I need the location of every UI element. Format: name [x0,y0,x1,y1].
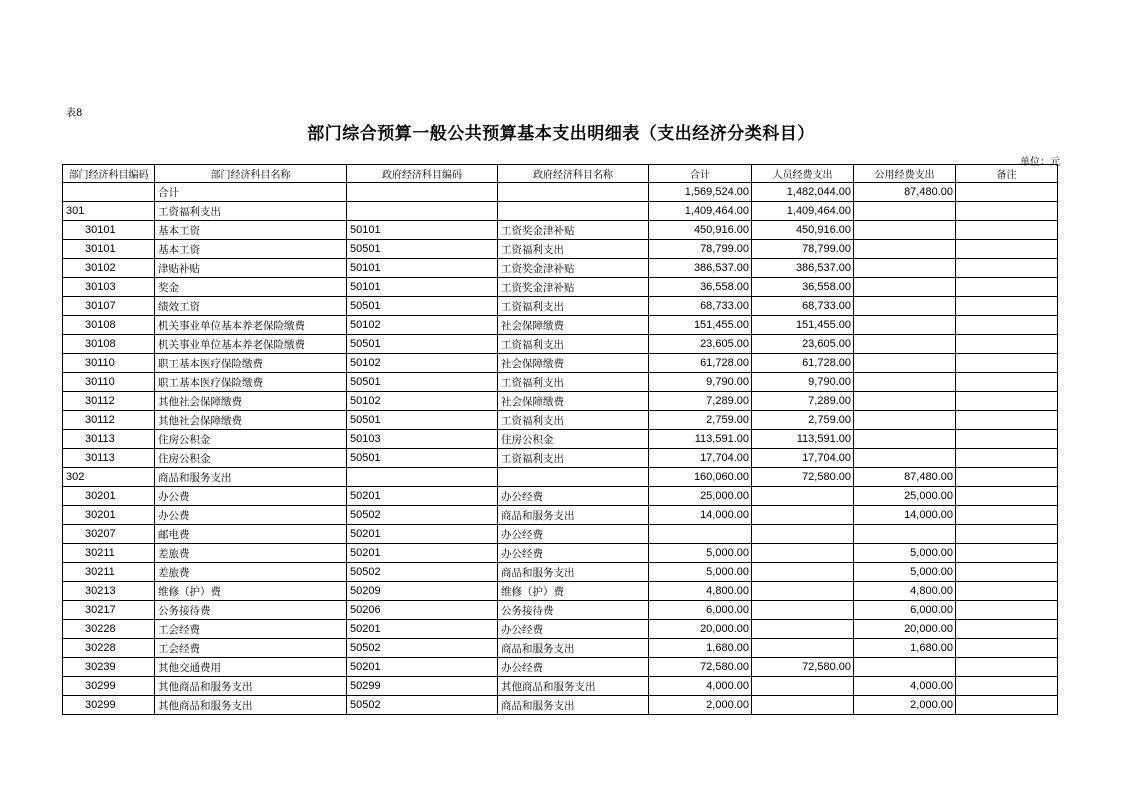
cell-public: 14,000.00 [854,506,956,525]
cell-dept-name: 津贴补贴 [155,259,347,278]
cell-dept-name: 基本工资 [155,221,347,240]
cell-public [854,658,956,677]
cell-gov-code [347,202,498,221]
cell-gov-code: 50201 [347,525,498,544]
cell-note [956,335,1058,354]
cell-gov-name: 工资福利支出 [498,411,649,430]
cell-gov-name: 工资奖金津补贴 [498,221,649,240]
header-public: 公用经费支出 [854,165,956,183]
cell-total: 450,916.00 [649,221,752,240]
table-row [63,335,1058,354]
table-row [63,563,1058,582]
cell-total: 25,000.00 [649,487,752,506]
table-row [63,183,1058,202]
cell-gov-code: 50501 [347,297,498,316]
cell-note [956,658,1058,677]
cell-gov-code: 50101 [347,278,498,297]
cell-public [854,202,956,221]
cell-total: 160,060.00 [649,468,752,487]
cell-gov-code: 50501 [347,240,498,259]
cell-note [956,506,1058,525]
table-body [63,183,1058,715]
cell-dept-name: 邮电费 [155,525,347,544]
cell-dept-name: 机关事业单位基本养老保险缴费 [155,335,347,354]
cell-gov-name: 商品和服务支出 [498,563,649,582]
cell-personnel: 78,799.00 [752,240,854,259]
header-total: 合计 [649,165,752,183]
cell-total: 2,759.00 [649,411,752,430]
cell-dept-code: 30228 [63,639,155,658]
cell-public: 1,680.00 [854,639,956,658]
cell-gov-name: 工资福利支出 [498,297,649,316]
table-row [63,221,1058,240]
cell-public [854,297,956,316]
cell-total [649,525,752,544]
table-row [63,278,1058,297]
cell-public: 25,000.00 [854,487,956,506]
cell-dept-code: 301 [63,202,155,221]
cell-note [956,430,1058,449]
cell-personnel [752,582,854,601]
cell-personnel [752,563,854,582]
cell-dept-code: 30101 [63,221,155,240]
cell-personnel [752,506,854,525]
table-row [63,202,1058,221]
cell-personnel: 2,759.00 [752,411,854,430]
cell-gov-name: 社会保障缴费 [498,354,649,373]
cell-gov-name: 办公经费 [498,658,649,677]
cell-gov-code: 50102 [347,316,498,335]
cell-total: 4,000.00 [649,677,752,696]
header-row [63,165,1058,183]
page-title: 部门综合预算一般公共预算基本支出明细表（支出经济分类科目） [307,124,815,144]
cell-personnel: 23,605.00 [752,335,854,354]
cell-note [956,487,1058,506]
cell-dept-code: 30112 [63,411,155,430]
cell-note [956,582,1058,601]
table-row [63,468,1058,487]
cell-dept-name: 住房公积金 [155,430,347,449]
cell-personnel: 68,733.00 [752,297,854,316]
cell-gov-code [347,468,498,487]
cell-public [854,411,956,430]
cell-dept-name: 合计 [155,183,347,202]
cell-note [956,696,1058,715]
cell-gov-name: 公务接待费 [498,601,649,620]
cell-gov-name: 工资福利支出 [498,449,649,468]
cell-total: 5,000.00 [649,544,752,563]
cell-dept-code: 30108 [63,316,155,335]
header-dept-code: 部门经济科目编码 [63,165,155,183]
cell-dept-name: 其他商品和服务支出 [155,696,347,715]
cell-public: 5,000.00 [854,563,956,582]
cell-note [956,525,1058,544]
cell-total: 17,704.00 [649,449,752,468]
cell-total: 72,580.00 [649,658,752,677]
cell-note [956,563,1058,582]
cell-dept-name: 办公费 [155,506,347,525]
cell-personnel: 1,409,464.00 [752,202,854,221]
cell-personnel [752,544,854,563]
cell-gov-code: 50501 [347,449,498,468]
cell-gov-name: 工资奖金津补贴 [498,259,649,278]
cell-dept-code: 30211 [63,544,155,563]
cell-dept-code: 30201 [63,487,155,506]
table-row [63,658,1058,677]
cell-total: 4,800.00 [649,582,752,601]
cell-public: 5,000.00 [854,544,956,563]
cell-public [854,525,956,544]
table-row [63,506,1058,525]
cell-public [854,221,956,240]
table-row [63,449,1058,468]
cell-gov-name: 住房公积金 [498,430,649,449]
cell-dept-name: 办公费 [155,487,347,506]
table-row [63,373,1058,392]
table-row [63,354,1058,373]
cell-total: 113,591.00 [649,430,752,449]
cell-dept-code: 30239 [63,658,155,677]
unit-label: 单位：元 [1020,157,1060,168]
cell-gov-name: 商品和服务支出 [498,696,649,715]
cell-dept-code: 30101 [63,240,155,259]
cell-note [956,601,1058,620]
budget-table [62,164,1058,715]
cell-note [956,183,1058,202]
cell-personnel [752,677,854,696]
cell-public [854,430,956,449]
table-row [63,696,1058,715]
table-row [63,259,1058,278]
cell-note [956,677,1058,696]
cell-public [854,278,956,297]
cell-total: 2,000.00 [649,696,752,715]
cell-total: 9,790.00 [649,373,752,392]
header-gov-code: 政府经济科目编码 [347,165,498,183]
cell-personnel: 36,558.00 [752,278,854,297]
cell-public: 2,000.00 [854,696,956,715]
cell-personnel: 7,289.00 [752,392,854,411]
cell-public [854,240,956,259]
cell-gov-name: 工资福利支出 [498,335,649,354]
cell-dept-code: 30112 [63,392,155,411]
cell-gov-code: 50101 [347,259,498,278]
cell-gov-name: 工资福利支出 [498,240,649,259]
cell-public [854,316,956,335]
cell-dept-code: 30110 [63,354,155,373]
cell-total: 1,680.00 [649,639,752,658]
cell-dept-name: 职工基本医疗保险缴费 [155,354,347,373]
cell-total: 68,733.00 [649,297,752,316]
cell-note [956,240,1058,259]
cell-public: 87,480.00 [854,468,956,487]
cell-dept-name: 工会经费 [155,620,347,639]
cell-personnel: 61,728.00 [752,354,854,373]
cell-total: 14,000.00 [649,506,752,525]
cell-gov-name: 商品和服务支出 [498,506,649,525]
cell-gov-name: 其他商品和服务支出 [498,677,649,696]
cell-note [956,373,1058,392]
cell-dept-name: 工资福利支出 [155,202,347,221]
cell-gov-name: 办公经费 [498,544,649,563]
cell-dept-code [63,183,155,202]
cell-gov-code: 50502 [347,563,498,582]
table-row [63,525,1058,544]
cell-total: 78,799.00 [649,240,752,259]
cell-dept-code: 30207 [63,525,155,544]
cell-public: 4,800.00 [854,582,956,601]
cell-gov-code: 50102 [347,392,498,411]
header-personnel: 人员经费支出 [752,165,854,183]
table-row [63,316,1058,335]
cell-gov-code: 50299 [347,677,498,696]
cell-personnel: 1,482,044.00 [752,183,854,202]
cell-gov-name: 办公经费 [498,487,649,506]
cell-gov-name: 办公经费 [498,525,649,544]
cell-gov-name: 商品和服务支出 [498,639,649,658]
cell-dept-code: 30102 [63,259,155,278]
cell-dept-name: 其他交通费用 [155,658,347,677]
cell-personnel: 9,790.00 [752,373,854,392]
cell-total: 1,569,524.00 [649,183,752,202]
table-row [63,677,1058,696]
cell-dept-code: 30110 [63,373,155,392]
cell-public [854,449,956,468]
cell-personnel: 72,580.00 [752,658,854,677]
cell-dept-code: 30113 [63,449,155,468]
cell-dept-name: 差旅费 [155,544,347,563]
cell-note [956,544,1058,563]
cell-personnel [752,601,854,620]
cell-public [854,392,956,411]
table-row [63,487,1058,506]
cell-gov-code: 50201 [347,658,498,677]
cell-total: 6,000.00 [649,601,752,620]
cell-total: 5,000.00 [649,563,752,582]
cell-dept-code: 30107 [63,297,155,316]
cell-dept-code: 30103 [63,278,155,297]
cell-gov-name: 工资奖金津补贴 [498,278,649,297]
cell-gov-code [347,183,498,202]
cell-personnel: 151,455.00 [752,316,854,335]
cell-note [956,449,1058,468]
cell-total: 20,000.00 [649,620,752,639]
cell-note [956,297,1058,316]
cell-note [956,468,1058,487]
cell-public [854,259,956,278]
cell-gov-code: 50502 [347,639,498,658]
cell-dept-name: 工会经费 [155,639,347,658]
cell-gov-code: 50206 [347,601,498,620]
cell-public [854,354,956,373]
cell-note [956,278,1058,297]
cell-dept-name: 住房公积金 [155,449,347,468]
cell-dept-name: 差旅费 [155,563,347,582]
cell-gov-name [498,202,649,221]
cell-public: 87,480.00 [854,183,956,202]
cell-gov-code: 50201 [347,487,498,506]
table-row [63,392,1058,411]
cell-dept-name: 公务接待费 [155,601,347,620]
cell-note [956,259,1058,278]
header-dept-name: 部门经济科目名称 [155,165,347,183]
cell-dept-code: 30217 [63,601,155,620]
cell-note [956,639,1058,658]
cell-gov-name [498,468,649,487]
cell-public: 4,000.00 [854,677,956,696]
cell-dept-code: 30108 [63,335,155,354]
cell-gov-code: 50102 [347,354,498,373]
cell-total: 36,558.00 [649,278,752,297]
cell-note [956,411,1058,430]
cell-note [956,221,1058,240]
cell-dept-name: 机关事业单位基本养老保险缴费 [155,316,347,335]
cell-gov-name: 社会保障缴费 [498,392,649,411]
cell-gov-code: 50501 [347,335,498,354]
cell-gov-name: 办公经费 [498,620,649,639]
table-number: 表8 [66,108,83,119]
cell-gov-code: 50502 [347,696,498,715]
cell-total: 61,728.00 [649,354,752,373]
cell-dept-name: 维修（护）费 [155,582,347,601]
cell-note [956,392,1058,411]
cell-personnel: 450,916.00 [752,221,854,240]
table-row [63,544,1058,563]
cell-public: 6,000.00 [854,601,956,620]
table-row [63,601,1058,620]
cell-total: 151,455.00 [649,316,752,335]
cell-total: 386,537.00 [649,259,752,278]
cell-dept-code: 30213 [63,582,155,601]
cell-dept-code: 30211 [63,563,155,582]
cell-personnel: 17,704.00 [752,449,854,468]
cell-personnel [752,639,854,658]
table-row [63,430,1058,449]
cell-dept-name: 商品和服务支出 [155,468,347,487]
table-row [63,639,1058,658]
cell-dept-code: 30113 [63,430,155,449]
header-note: 备注 [956,165,1058,183]
cell-public [854,335,956,354]
cell-note [956,202,1058,221]
header-gov-name: 政府经济科目名称 [498,165,649,183]
table-row [63,411,1058,430]
cell-gov-code: 50209 [347,582,498,601]
cell-note [956,620,1058,639]
cell-total: 1,409,464.00 [649,202,752,221]
cell-gov-code: 50103 [347,430,498,449]
cell-personnel: 72,580.00 [752,468,854,487]
cell-public [854,373,956,392]
cell-gov-name: 社会保障缴费 [498,316,649,335]
cell-gov-name [498,183,649,202]
cell-personnel [752,620,854,639]
table-row [63,240,1058,259]
cell-total: 7,289.00 [649,392,752,411]
cell-personnel [752,487,854,506]
cell-dept-name: 其他社会保障缴费 [155,392,347,411]
cell-dept-name: 其他商品和服务支出 [155,677,347,696]
cell-gov-name: 工资福利支出 [498,373,649,392]
cell-dept-name: 基本工资 [155,240,347,259]
cell-gov-code: 50201 [347,620,498,639]
cell-note [956,316,1058,335]
cell-dept-name: 奖金 [155,278,347,297]
cell-dept-code: 30201 [63,506,155,525]
cell-dept-name: 绩效工资 [155,297,347,316]
cell-gov-code: 50502 [347,506,498,525]
cell-dept-code: 30299 [63,696,155,715]
cell-gov-code: 50201 [347,544,498,563]
cell-personnel [752,525,854,544]
cell-dept-code: 30228 [63,620,155,639]
cell-dept-name: 职工基本医疗保险缴费 [155,373,347,392]
cell-personnel: 113,591.00 [752,430,854,449]
table-row [63,297,1058,316]
cell-dept-code: 30299 [63,677,155,696]
cell-dept-name: 其他社会保障缴费 [155,411,347,430]
cell-personnel [752,696,854,715]
cell-note [956,354,1058,373]
cell-public: 20,000.00 [854,620,956,639]
cell-dept-code: 302 [63,468,155,487]
cell-total: 23,605.00 [649,335,752,354]
table-row [63,582,1058,601]
cell-gov-name: 维修（护）费 [498,582,649,601]
cell-gov-code: 50501 [347,373,498,392]
cell-gov-code: 50101 [347,221,498,240]
cell-gov-code: 50501 [347,411,498,430]
table-row [63,620,1058,639]
cell-personnel: 386,537.00 [752,259,854,278]
